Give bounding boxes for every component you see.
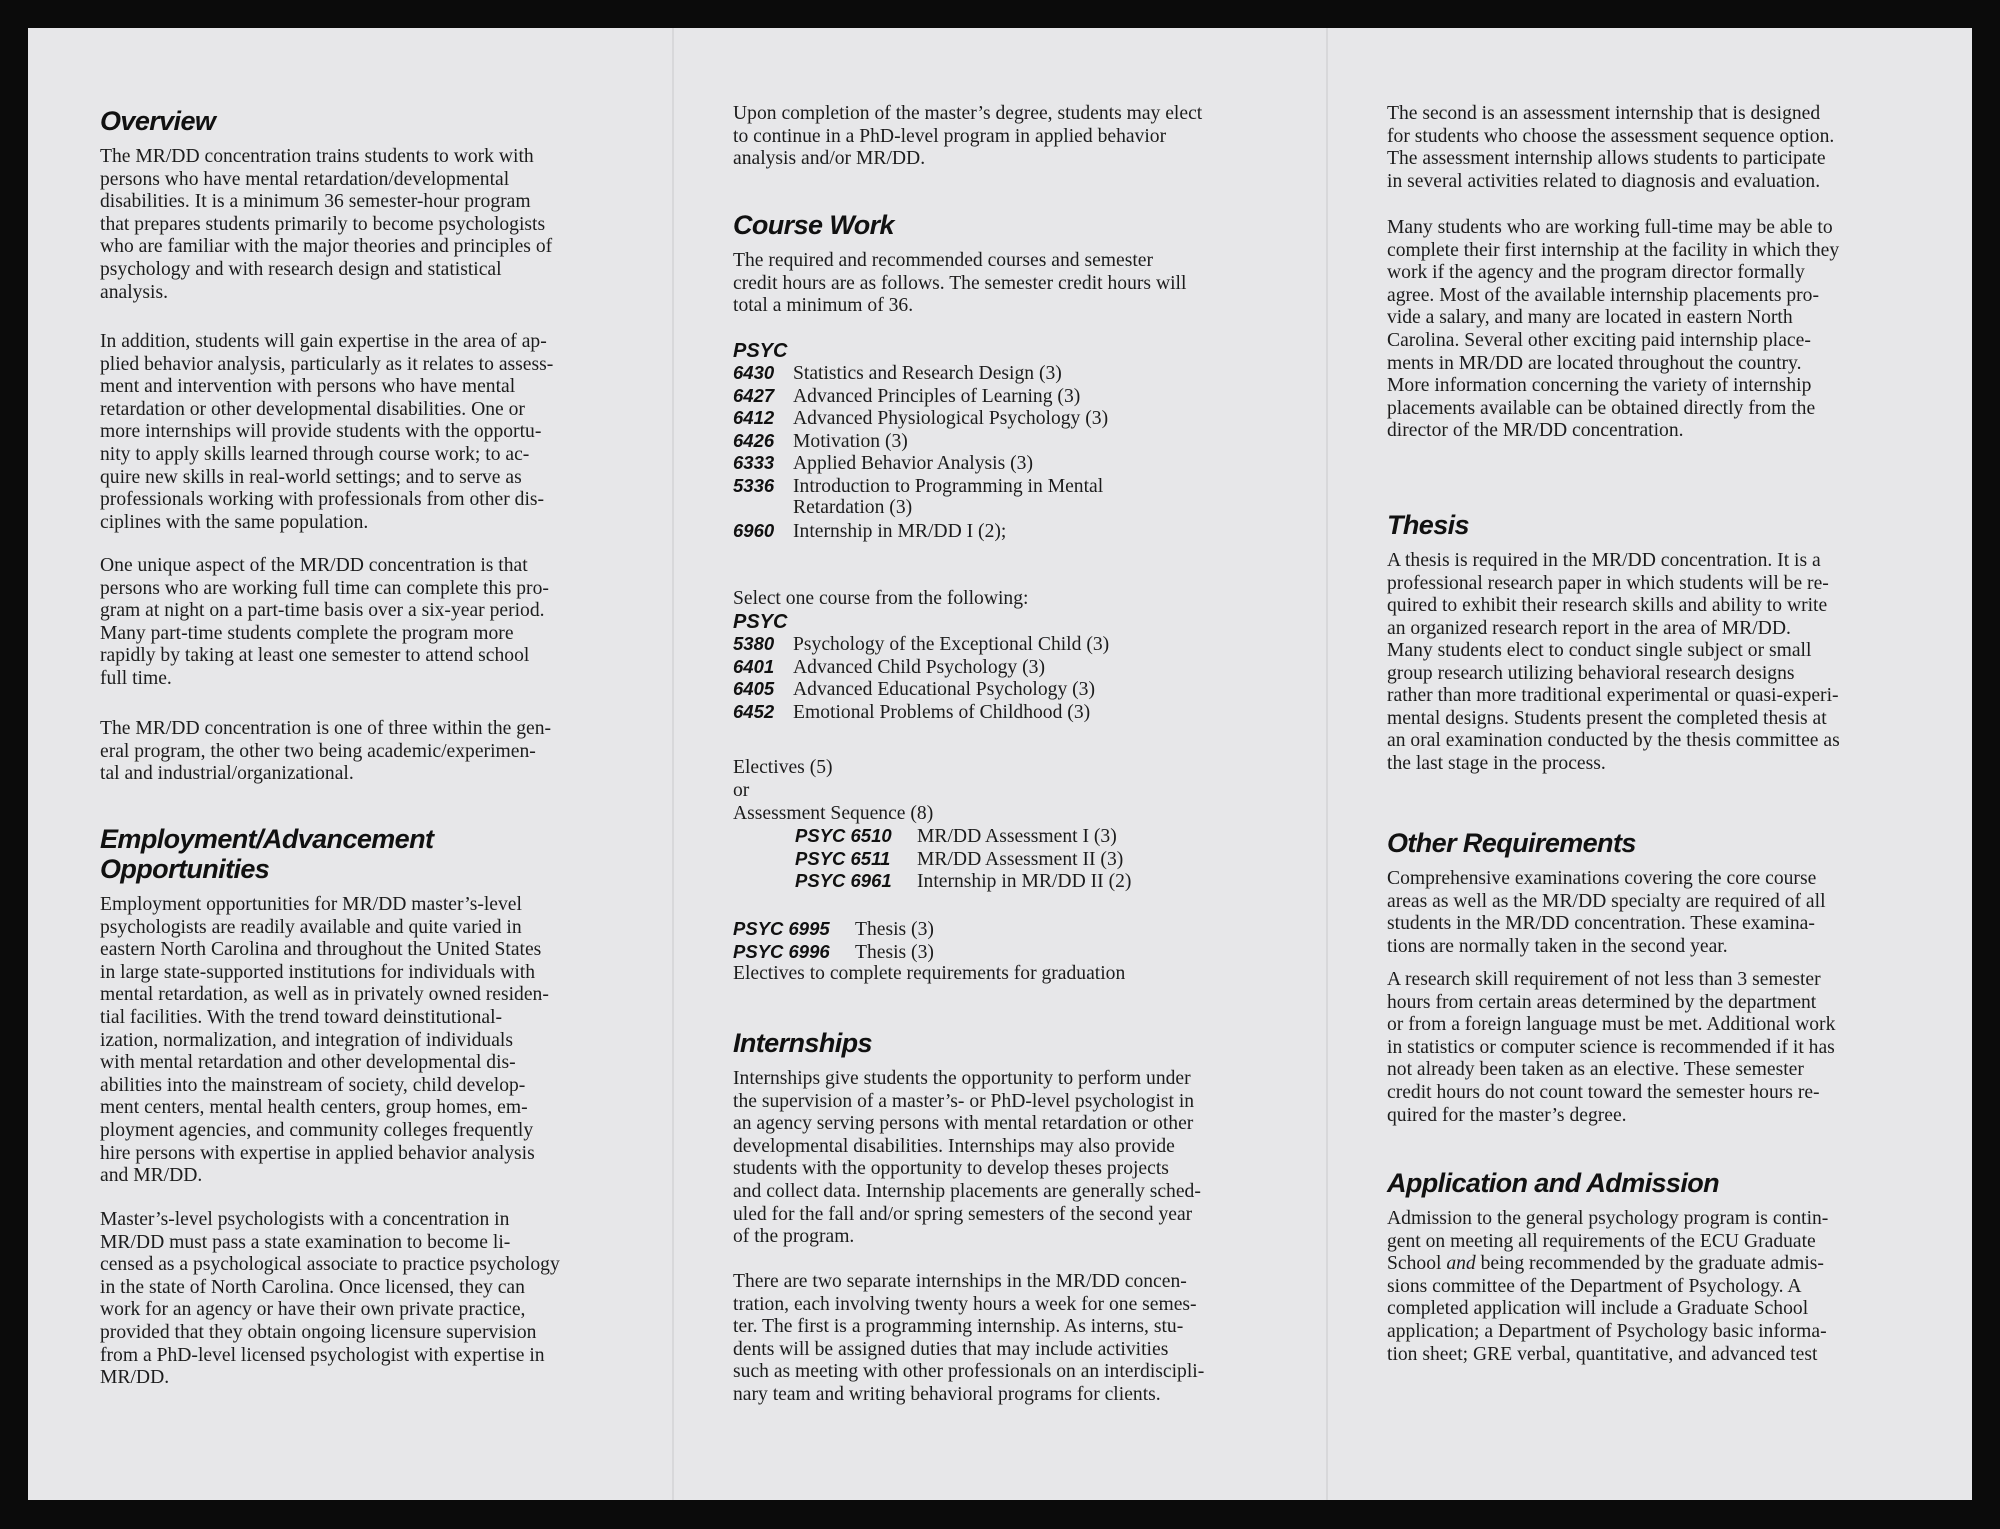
course-title: Internship in MR/DD I (2);: [793, 521, 1007, 542]
course-code: 6426: [733, 430, 775, 451]
application-text-rest: being recommended by the graduate admis- sions committee of the Department of Psychology. A completed application will include a Graduate School application; a Department of Psychology basic informa- tion sheet; GRE verbal, quantitative, and advanced test: [1387, 1253, 1827, 1365]
overview-paragraph-1: The MR/DD concentration trains students to work with persons who have mental retardation/developmental disabilities. It is a minimum 36 semester-hour program that prepares students primarily to become psychologists who are familiar with the major theories and principles of psychology and with research design and statistical analysis.: [100, 146, 553, 303]
employment-paragraph-2: Master’s-level psychologists with a concentration in MR/DD must pass a state examination to become li- censed as a psychological associate to practice psychology in the state of North Carolina. Once licensed, they can work for an agency or have their own private practice, provided that they obtain ongoing licensure supervision from a PhD-level licensed psychologist with expertise in MR/DD.: [100, 1209, 560, 1389]
internships-heading: Internships: [733, 1028, 872, 1058]
select-prefix-label: PSYC: [733, 611, 788, 633]
course-title: Advanced Educational Psychology (3): [793, 679, 1095, 700]
thesis-course-row: [733, 941, 934, 965]
column-left: [100, 28, 660, 1500]
course-code: 5336: [733, 475, 775, 496]
course-code: 6412: [733, 407, 775, 428]
application-paragraph: [1387, 1208, 1828, 1366]
electives-complete-text: Electives to complete requirements for graduation: [733, 963, 1126, 984]
course-title: Thesis (3): [855, 942, 934, 963]
course-row: [733, 430, 908, 454]
course-title: Thesis (3): [855, 919, 934, 940]
sequence-course-row: [795, 870, 1131, 894]
course-row: [733, 678, 1095, 702]
thesis-course-row: [733, 918, 934, 942]
other-requirements-paragraph-1: Comprehensive examinations covering the core course areas as well as the MR/DD specialty are required of all students in the MR/DD concentration. These examina- tions are normally taken in the second year.: [1387, 868, 1826, 957]
overview-paragraph-3: One unique aspect of the MR/DD concentration is that persons who are working full time can complete this pro- gram at night on a part-time basis over a six-year period. Many part-time students complete the program more rapidly by taking at least one semester to attend school full time.: [100, 555, 549, 689]
course-code: 6401: [733, 656, 775, 677]
application-text-start: Admission to the general psychology program is contin- gent on meeting all requirements of the ECU Graduate School: [1387, 1208, 1829, 1275]
thesis-heading: Thesis: [1387, 510, 1469, 540]
fold-line-right: [1326, 28, 1328, 1500]
course-row: [733, 362, 1062, 386]
course-code: PSYC 6961: [795, 870, 892, 891]
course-title: Applied Behavior Analysis (3): [793, 453, 1033, 474]
coursework-heading: Course Work: [733, 210, 894, 240]
course-title: Advanced Principles of Learning (3): [793, 386, 1081, 407]
course-row: [733, 656, 1045, 680]
overview-heading: Overview: [100, 106, 216, 136]
coursework-intro: The required and recommended courses and semester credit hours are as follows. The semester credit hours will total a minimum of 36.: [733, 250, 1187, 317]
course-row: [733, 475, 1103, 499]
other-requirements-heading: Other Requirements: [1387, 828, 1636, 858]
select-one-text: Select one course from the following:: [733, 588, 1029, 609]
course-code: PSYC 6510: [795, 825, 892, 846]
course-title: Psychology of the Exceptional Child (3): [793, 634, 1110, 655]
course-code: PSYC 6995: [733, 918, 830, 939]
course-title: MR/DD Assessment I (3): [917, 826, 1117, 847]
application-heading: Application and Admission: [1387, 1168, 1720, 1198]
column-right: [1387, 28, 1947, 1500]
sequence-course-row: [795, 825, 1117, 849]
course-title: MR/DD Assessment II (3): [917, 849, 1124, 870]
course-row: [733, 701, 1090, 725]
assessment-sequence-text: Assessment Sequence (8): [733, 803, 934, 824]
sequence-course-row: [795, 848, 1123, 872]
course-title: Motivation (3): [793, 431, 908, 452]
overview-paragraph-2: In addition, students will gain expertise in the area of ap- plied behavior analysis, particularly as it relates to assess- ment and intervention with persons who have mental retardation or other developmental disabilities. One or more internships will provide students with the opportu- nity to apply skills learned through course work; to ac- quire new skills in real-world settings; and to serve as professionals working with professionals from other dis- ciplines with the same population.: [100, 331, 554, 533]
application-text-italic: and: [1446, 1253, 1476, 1275]
employment-paragraph-1: Employment opportunities for MR/DD master’s-level psychologists are readily available and quite varied in eastern North Carolina and throughout the United States in large state-supported institutions for individuals with mental retardation, as well as in privately owned residen- tial facilities. With the trend toward deinstitutional- ization, normalization, and integration of individuals with mental retardation and other developmental dis- abilities into the mainstream of society, child develop- ment centers, mental health centers, group homes, em- ployment agencies, and community colleges frequently hire persons with expertise in applied behavior analysis and MR/DD.: [100, 894, 549, 1187]
other-requirements-paragraph-2: A research skill requirement of not less than 3 semester hours from certain areas determined by the department or from a foreign language must be met. Additional work in statistics or computer science is recommended if it has not already been taken as an elective. These semester credit hours do not count toward the semester hours re- quired for the master’s degree.: [1387, 969, 1836, 1126]
course-code: 6405: [733, 678, 775, 699]
course-code: 6960: [733, 520, 775, 541]
employment-heading-line2: Opportunities: [100, 854, 270, 884]
course-row: [733, 407, 1108, 431]
brochure-page: [28, 28, 1972, 1500]
thesis-paragraph-2: Many students elect to conduct single subject or small group research utilizing behavioral research designs rather than more traditional experimental or quasi-experi- mental designs. Students present the completed thesis at an oral examination conducted by the thesis committee as the last stage in the process.: [1387, 640, 1840, 774]
course-title: Advanced Child Psychology (3): [793, 657, 1045, 678]
internships-continued-paragraph-2: Many students who are working full-time may be able to complete their first internship at the facility in which they work if the agency and the program director formally agree. Most of the available internship placements pro- vide a salary, and many are located in eastern North Carolina. Several other exciting paid internship place- ments in MR/DD are located throughout the country. More information concerning the variety of internship placements available can be obtained directly from the director of the MR/DD concentration.: [1387, 217, 1840, 442]
course-code: PSYC 6511: [795, 848, 891, 869]
course-title: Internship in MR/DD II (2): [917, 871, 1132, 892]
course-code: PSYC 6996: [733, 941, 830, 962]
or-text: or: [733, 780, 750, 801]
column-middle: [733, 28, 1313, 1500]
course-code: 6430: [733, 362, 775, 383]
course-title: Advanced Physiological Psychology (3): [793, 408, 1109, 429]
course-title: Statistics and Research Design (3): [793, 363, 1062, 384]
course-title-continued: Retardation (3): [793, 497, 913, 518]
course-row: [733, 385, 1080, 409]
course-row: [733, 520, 1006, 544]
course-row: [733, 452, 1033, 476]
employment-heading-line1: Employment/Advancement: [100, 824, 434, 854]
internships-paragraph-2: There are two separate internships in the MR/DD concen- tration, each involving twenty hours a week for one semes- ter. The first is a programming internship. As interns, stu- dents will be assigned duties that may include activities such as meeting with other professionals on an interdiscipli- nary team and writing behavioral programs for clients.: [733, 1271, 1205, 1405]
completion-paragraph: Upon completion of the master’s degree, students may elect to continue in a PhD-level program in applied behavior analysis and/or MR/DD.: [733, 103, 1203, 170]
course-code: 6452: [733, 701, 775, 722]
overview-paragraph-4: The MR/DD concentration is one of three within the gen- eral program, the other two being academic/experimen- tal and industrial/organizational.: [100, 718, 552, 785]
employment-heading: [100, 824, 433, 884]
electives-text: Electives (5): [733, 757, 833, 778]
course-row: [733, 633, 1109, 657]
required-prefix-label: PSYC: [733, 340, 788, 362]
course-code: 5380: [733, 633, 775, 654]
course-code: 6427: [733, 385, 775, 406]
internships-paragraph-1: Internships give students the opportunity to perform under the supervision of a master’s- or PhD-level psychologist in an agency serving persons with mental retardation or other developmental disabilities. Internships may also provide students with the opportunity to develop theses projects and collect data. Internship placements are generally sched- uled for the fall and/or spring semesters of the second year of the program.: [733, 1068, 1201, 1248]
internships-continued-paragraph-1: The second is an assessment internship that is designed for students who choose the assessment sequence option. The assessment internship allows students to participate in several activities related to diagnosis and evaluation.: [1387, 103, 1835, 192]
thesis-paragraph-1: A thesis is required in the MR/DD concentration. It is a professional research paper in which students will be re- quired to exhibit their research skills and ability to write an organized research report in the area of MR/DD.: [1387, 550, 1829, 639]
course-code: 6333: [733, 452, 775, 473]
fold-line-left: [672, 28, 674, 1500]
course-title: Introduction to Programming in Mental: [793, 476, 1104, 497]
course-title: Emotional Problems of Childhood (3): [793, 702, 1091, 723]
